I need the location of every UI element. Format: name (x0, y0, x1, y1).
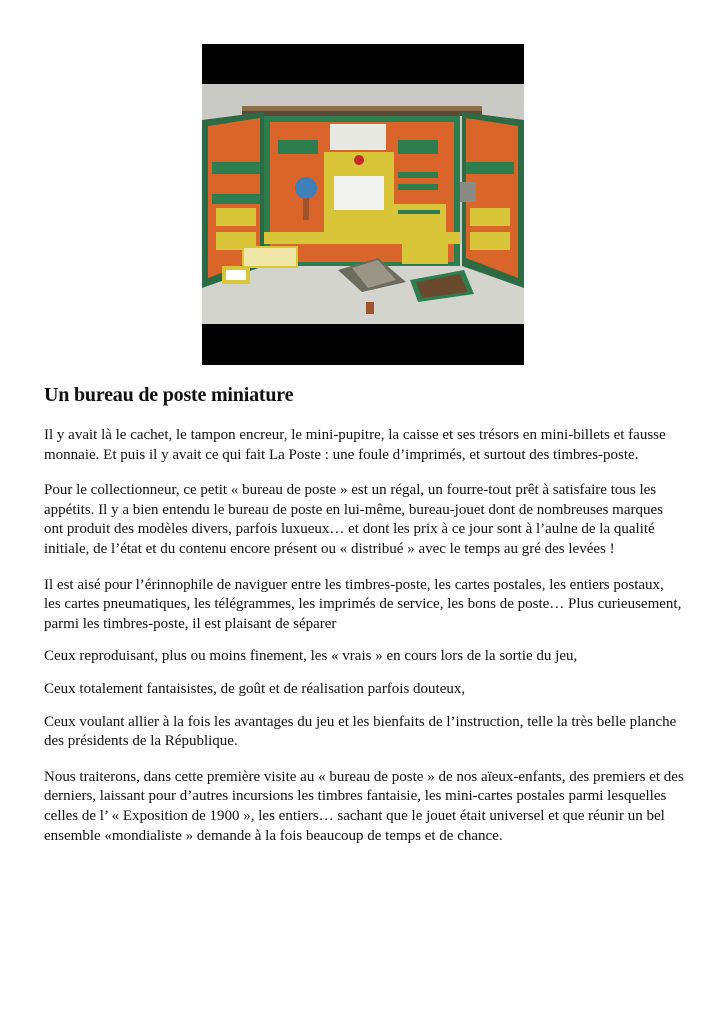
paragraph-intro: Il y avait là le cachet, le tampon encreur, le mini-pupitre, la caisse et ses trésors en mini-billets et fausse monnaie. Et puis il y avait ce qui fait La Poste : une foule d’imprimés, et surtout des timbres-poste. (44, 427, 666, 463)
article-title: Un bureau de poste miniature (44, 384, 294, 406)
paragraph-instruction: Ceux voulant allier à la fois les avantages du jeu et les bienfaits de l’instruction, telle la très belle planche des présidents de la République. (44, 713, 677, 750)
article-body (44, 426, 684, 862)
paragraph-fantasy: Ceux totalement fantaisistes, de goût et de réalisation parfois douteux, (44, 680, 466, 697)
paragraph-erinnophile: Il est aisé pour l’érinnophile de naviguer entre les timbres-poste, les cartes postales, les entiers postaux, les cartes pneumatiques, les télégrammes, les imprimés de service, les bons de poste… Plus curieusement, parmi les timbres-poste, il est plaisant de séparer (44, 576, 682, 632)
toy-post-office-illustration (202, 44, 524, 365)
toy-post-office-photo (202, 44, 524, 365)
paragraph-reproductions: Ceux reproduisant, plus ou moins finement, les « vrais » en cours lors de la sortie du jeu, (44, 648, 578, 665)
paragraph-collector: Pour le collectionneur, ce petit « bureau de poste » est un régal, un fourre-tout prêt à satisfaire tous les appétits. Il y a bien entendu le bureau de poste en lui-même, bureau-jouet dont de nombreuses marques ont produit des modèles divers, parfois luxueux… et dont les prix à ce jour sont à l’aulne de la qualité initiale, de l’état et du contenu encore présent ou « distribué » avec le temps au gré des levées ! (44, 482, 663, 557)
paragraph-conclusion: Nous traiterons, dans cette première visite au « bureau de poste » de nos aïeux-enfants, des premiers et des derniers, laissant pour d’autres incursions les timbres fantaisie, les mini-cartes postales parmi lesquelles celles de l’ « Exposition de 1900 », les entiers… sachant que le jouet était universel et que réunir un bel ensemble «mondialiste » demande à la fois beaucoup de temps et de chance. (44, 768, 684, 844)
